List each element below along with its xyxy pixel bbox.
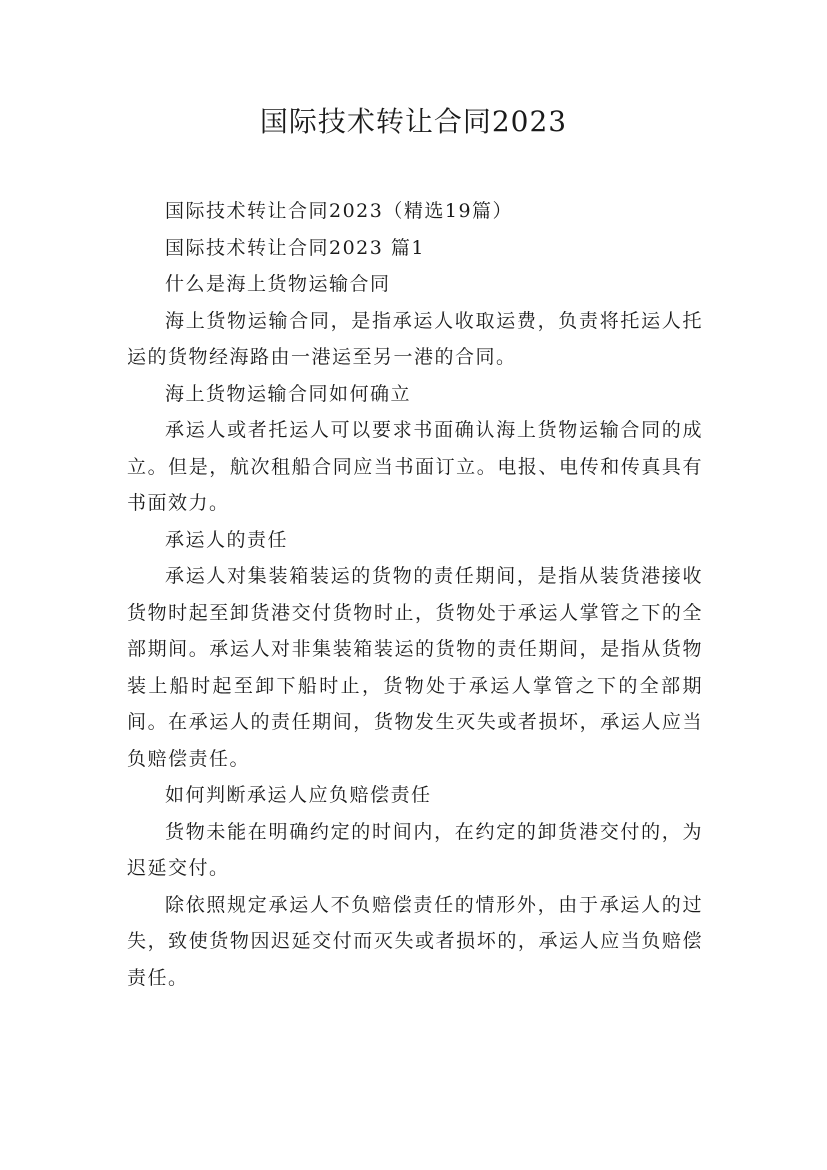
paragraph-definition: 海上货物运输合同，是指承运人收取运费，负责将托运人托运的货物经海路由一港运至另一港的合同。: [127, 309, 703, 368]
paragraph-heading-liability: 承运人的责任: [165, 528, 289, 551]
paragraph-section-heading: 国际技术转让合同2023 篇1: [165, 236, 425, 259]
paragraph-compensation: 除依照规定承运人不负赔偿责任的情形外，由于承运人的过失，致使货物因迟延交付而灭失或者损坏的，承运人应当负赔偿责任。: [127, 893, 703, 989]
paragraph-heading-judge: 如何判断承运人应负赔偿责任: [165, 784, 432, 806]
document-body: [127, 193, 703, 996]
paragraph-heading-establish: 海上货物运输合同如何确立: [165, 382, 412, 405]
paragraph-liability: 承运人对集装箱装运的货物的责任期间，是指从装货港接收货物时起至卸货港交付货物时止，货物处于承运人掌管之下的全部期间。承运人对非集装箱装运的货物的责任期间，是指从货物装上船时起至卸下船时止，货物处于承运人掌管之下的全部期间。在承运人的责任期间，货物发生灭失或者损坏，承运人应当负赔偿责任。: [127, 565, 703, 770]
paragraph-heading-what-is: 什么是海上货物运输合同: [165, 273, 391, 295]
paragraph-subtitle: 国际技术转让合同2023（精选19篇）: [165, 200, 514, 222]
paragraph-establish: 承运人或者托运人可以要求书面确认海上货物运输合同的成立。但是，航次租船合同应当书面订立。电报、电传和传真具有书面效力。: [127, 419, 703, 514]
paragraph-delay: 货物未能在明确约定的时间内，在约定的卸货港交付的，为迟延交付。: [127, 820, 703, 879]
document-title: 国际技术转让合同2023: [259, 105, 568, 138]
